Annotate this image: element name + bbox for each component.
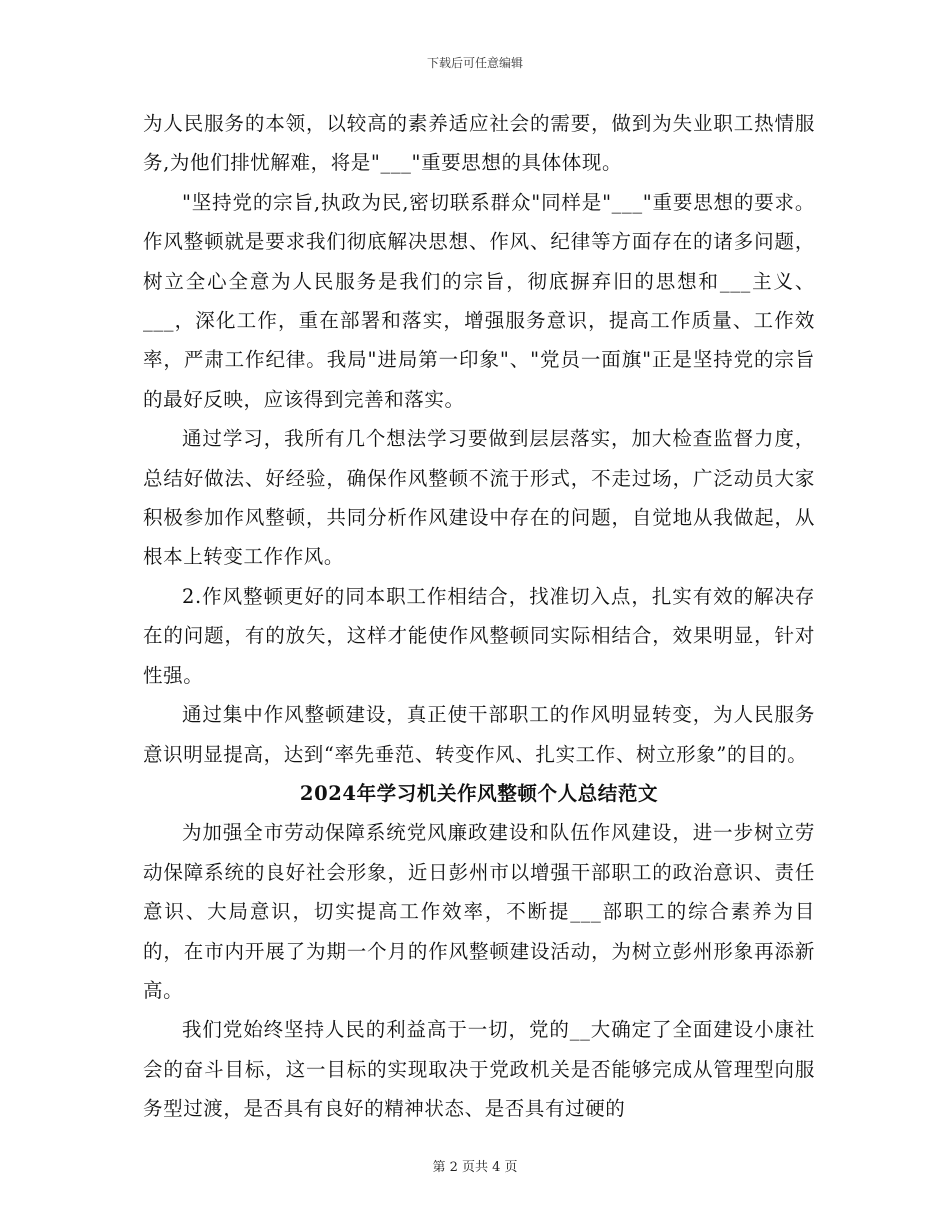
page-footer: 第 2 页共 4 页	[432, 1160, 518, 1175]
section-title: 2024年学习机关作风整顿个人总结范文	[299, 781, 659, 805]
paragraph-4: 2.作风整顿更好的同本职工作相结合，找准切入点，扎实有效的解决存在的问题，有的放矢，这样才能使作风整顿同实际相结合，效果明显，针对性强。	[143, 584, 815, 687]
section-paragraph-2: 我们党始终坚持人民的利益高于一切，党的__大确定了全面建设小康社会的奋斗目标，这一目标的实现取决于党政机关是否能够完成从管理型向服务型过渡，是否具有良好的精神状态、是否具有过硬的	[143, 1018, 815, 1121]
paragraph-2: "坚持党的宗旨,执政为民,密切联系群众"同样是"___"重要思想的要求。作风整顿就是要求我们彻底解决思想、作风、纪律等方面存在的诸多问题，树立全心全意为人民服务是我们的宗旨，彻底摒弃旧的思想和___主义、___，深化工作，重在部署和落实，增强服务意识，提高工作质量、工作效率，严肃工作纪律。我局"进局第一印象"、"党员一面旗"正是坚持党的宗旨的最好反映，应该得到完善和落实。	[143, 190, 815, 411]
section-paragraph-1: 为加强全市劳动保障系统党风廉政建设和队伍作风建设，进一步树立劳动保障系统的良好社会形象，近日彭州市以增强干部职工的政治意识、责任意识、大局意识，切实提高工作效率，不断提___部职工的综合素养为目的，在市内开展了为期一个月的作风整顿建设活动，为树立彭州形象再添新高。	[143, 821, 815, 1002]
page-header: 下载后可任意编辑	[426, 56, 523, 70]
paragraph-3: 通过学习，我所有几个想法学习要做到层层落实，加大检查监督力度，总结好做法、好经验，确保作风整顿不流于形式，不走过场，广泛动员大家积极参加作风整顿，共同分析作风建设中存在的问题，自觉地从我做起，从根本上转变工作作风。	[143, 427, 815, 569]
paragraph-5: 通过集中作风整顿建设，真正使干部职工的作风明显转变，为人民服务意识明显提高，达到“率先垂范、转变作风、扎实工作、树立形象”的目的。	[143, 703, 815, 766]
paragraph-1: 为人民服务的本领，以较高的素养适应社会的需要，做到为失业职工热情服务,为他们排忧解难，将是"___"重要思想的具体体现。	[143, 112, 815, 175]
document-body	[143, 104, 815, 1129]
